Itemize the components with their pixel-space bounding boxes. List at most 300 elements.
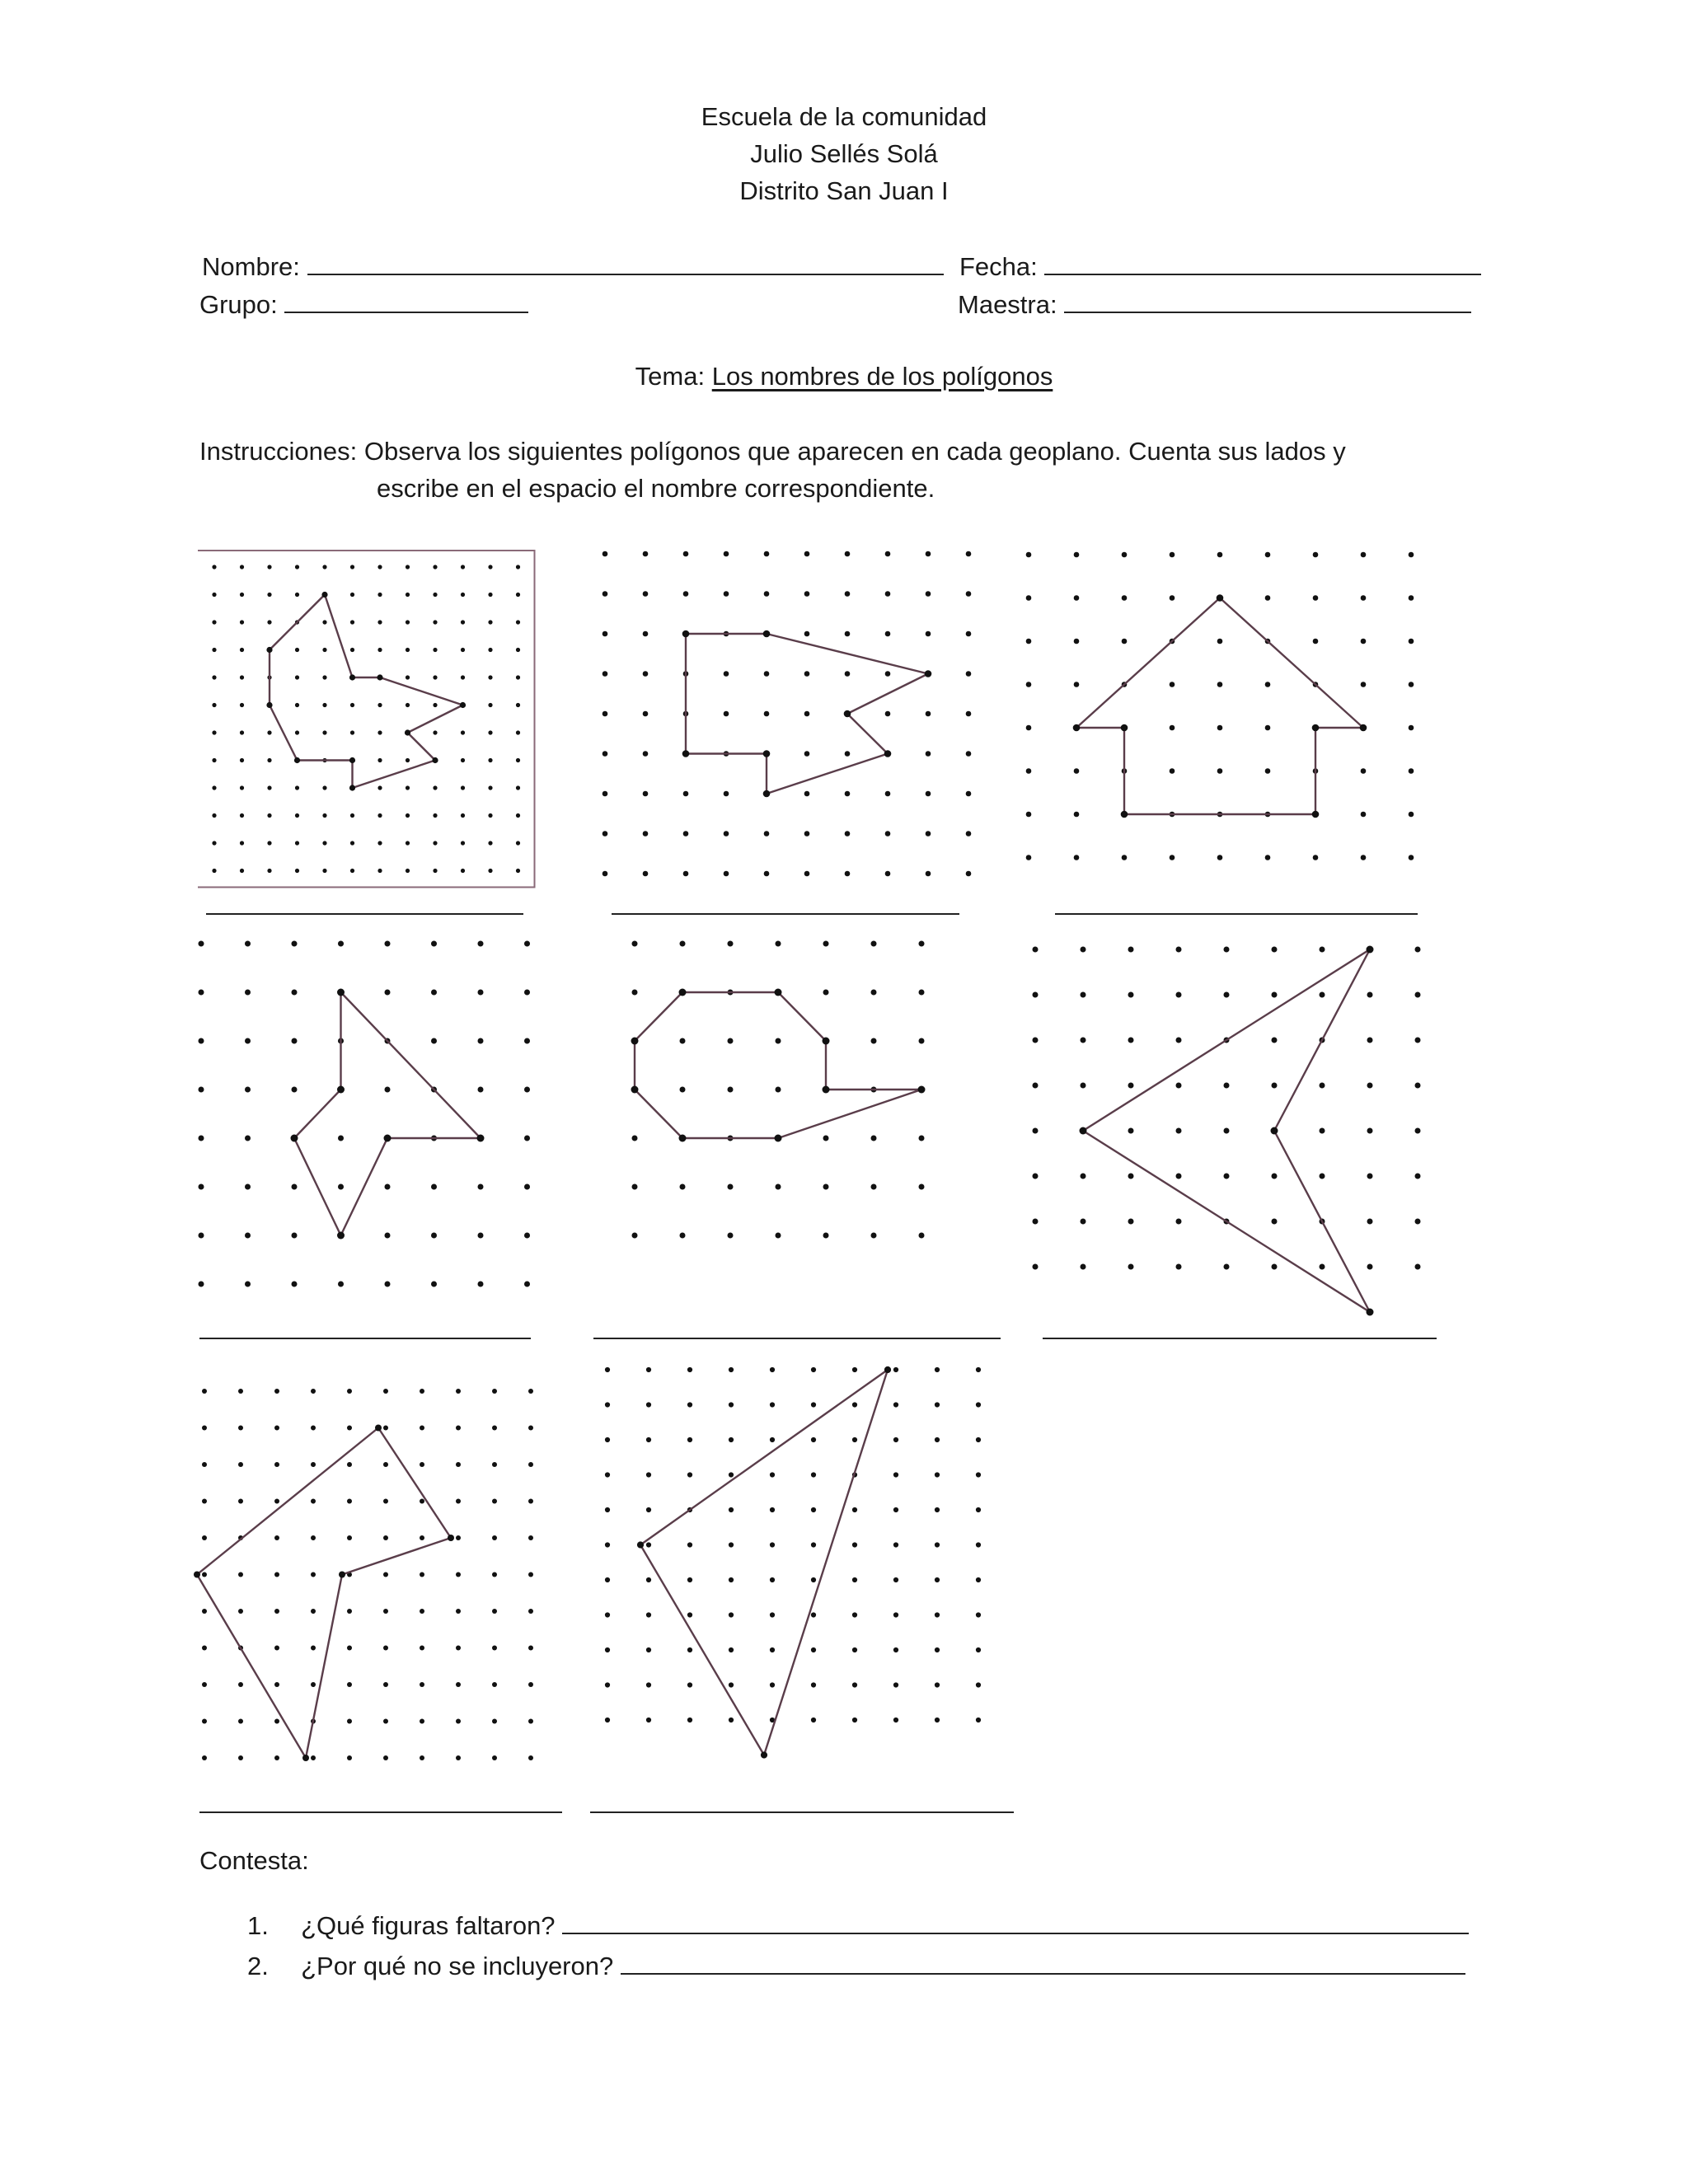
geoboard-peg <box>1320 992 1325 998</box>
geoboard-peg <box>383 1535 388 1540</box>
polygon-vertex <box>294 757 300 763</box>
geoboard-peg <box>770 1612 775 1617</box>
geoboard-peg <box>605 1367 610 1372</box>
geoboard-peg <box>1415 1083 1421 1089</box>
geoboard-peg <box>1367 1038 1373 1043</box>
polygon-vertex <box>884 1366 891 1373</box>
geoboard-peg <box>516 869 520 873</box>
geoboard-peg <box>643 631 649 637</box>
geoboard-peg <box>322 813 326 818</box>
geoboard-peg <box>431 1038 437 1044</box>
geoboard-peg <box>729 1682 734 1687</box>
geoboard-peg <box>478 1282 484 1287</box>
geoboard-peg <box>1033 947 1039 953</box>
geoboard-peg <box>1176 1038 1182 1043</box>
geoboard-peg <box>338 1184 344 1190</box>
geoboard-peg <box>605 1718 610 1722</box>
geoboard-peg <box>926 871 931 877</box>
geoboard-peg <box>728 1184 734 1190</box>
geoboard-peg <box>385 941 391 947</box>
answer-line-4[interactable] <box>199 1338 531 1339</box>
geoboard-peg <box>1224 1174 1230 1179</box>
geoboard-peg <box>919 1184 925 1190</box>
fecha-input-line[interactable] <box>1044 249 1481 275</box>
geoboard-peg <box>893 1682 898 1687</box>
geoboard-peg <box>871 1038 877 1044</box>
nombre-field <box>202 249 944 284</box>
geoboard-peg <box>966 551 972 557</box>
question-1-answer-line[interactable] <box>562 1908 1469 1934</box>
geoboard-peg <box>420 1426 424 1431</box>
geoboard-peg <box>295 593 299 597</box>
geoboard-peg <box>212 565 216 569</box>
geoboard-peg <box>383 1682 388 1687</box>
geoboard-peg <box>1026 595 1032 601</box>
geoboard-peg <box>1217 855 1223 860</box>
geoboard-peg <box>646 1718 651 1722</box>
geoboard-peg <box>1170 682 1175 687</box>
geoboard-peg <box>516 758 520 762</box>
geoboard-peg <box>420 1535 424 1540</box>
polygon-vertex <box>884 750 892 757</box>
geoboard-peg <box>852 1577 857 1582</box>
geoboard-peg <box>238 1499 243 1504</box>
geoboard-peg <box>420 1499 424 1504</box>
geoboard-peg <box>871 990 877 996</box>
answer-line-2[interactable] <box>612 913 959 915</box>
geoboard-peg <box>1033 1038 1039 1043</box>
geoboard-peg <box>1320 1083 1325 1089</box>
geoboard-peg <box>488 758 492 762</box>
geoboard-peg <box>724 791 729 797</box>
geoboard-peg <box>811 1542 816 1547</box>
geoboard-peg <box>431 1282 437 1287</box>
geoboard-peg <box>729 1577 734 1582</box>
geoboard-peg <box>240 648 244 652</box>
geoboard-peg <box>274 1499 279 1504</box>
geoboard-peg <box>516 593 520 597</box>
geoboard-peg <box>274 1426 279 1431</box>
geoboard-peg <box>893 1718 898 1722</box>
geoboard-peg <box>603 671 608 677</box>
geoboard-peg <box>935 1367 940 1372</box>
geoboard-peg <box>1026 855 1032 860</box>
geoboard-peg <box>1409 682 1414 687</box>
geoboard-peg <box>478 1038 484 1044</box>
geoboard-peg <box>603 711 608 717</box>
geoboard-peg <box>1320 1174 1325 1179</box>
polygon-vertex <box>631 1038 639 1045</box>
geoboard-peg <box>605 1402 610 1407</box>
geoboard-peg <box>680 941 686 947</box>
polygon-vertex <box>194 1572 200 1578</box>
geoboard-peg <box>643 791 649 797</box>
polygon-vertex <box>679 989 687 996</box>
geoboard-peg <box>770 1402 775 1407</box>
geoboard-peg <box>528 1609 533 1614</box>
geoboard-peg <box>885 631 891 637</box>
answer-line-6[interactable] <box>1043 1338 1437 1339</box>
geoboard-peg <box>199 1184 204 1190</box>
geoboard-peg <box>885 591 891 597</box>
geoboard-peg <box>267 841 271 845</box>
geoboard-peg <box>603 751 608 757</box>
geoboard-peg <box>245 1233 251 1239</box>
geoboard-peg <box>885 711 891 717</box>
geoboard-peg <box>724 711 729 717</box>
geoboard-peg <box>322 675 326 679</box>
nombre-input-line[interactable] <box>307 249 944 275</box>
geoboard-peg <box>377 593 382 597</box>
geoboard-peg <box>311 1609 316 1614</box>
geoboard-peg <box>1320 1128 1325 1134</box>
geoboard-peg <box>1074 552 1080 558</box>
geoboard-peg <box>1415 1264 1421 1270</box>
geoboard-peg <box>1033 992 1039 998</box>
geoboard-peg <box>776 1184 781 1190</box>
geoboard-peg <box>1081 1038 1086 1043</box>
geoboard-peg <box>238 1389 243 1394</box>
geoboard-peg <box>646 1437 651 1442</box>
geoboard-peg <box>377 785 382 790</box>
geoboard-peg <box>919 1233 925 1239</box>
geoboard-peg <box>1074 682 1080 687</box>
geoboard-peg <box>212 785 216 790</box>
geoboard-peg <box>966 711 972 717</box>
geoboard-peg <box>347 1499 352 1504</box>
geoboard-peg <box>295 675 299 679</box>
geoboard-peg <box>267 565 271 569</box>
geoboard-peg <box>871 1233 877 1239</box>
geoboard-peg <box>1224 1128 1230 1134</box>
geoboard-peg <box>292 990 298 996</box>
geoboard-peg <box>1409 639 1414 644</box>
geoboard-peg <box>893 1402 898 1407</box>
geoboard-peg <box>240 758 244 762</box>
geoboard-peg <box>893 1577 898 1582</box>
geoboard-peg <box>1128 1083 1134 1089</box>
geoboard-peg <box>406 593 410 597</box>
geoboard-peg <box>1176 947 1182 953</box>
geoboard-peg <box>1074 639 1080 644</box>
geoboard-peg <box>770 1437 775 1442</box>
geoboard-peg <box>377 758 382 762</box>
question-2-answer-line[interactable] <box>621 1948 1465 1975</box>
geoboard-peg <box>643 551 649 557</box>
geoboard-peg <box>350 565 354 569</box>
geoboard-peg <box>338 1282 344 1287</box>
geoboard-peg <box>852 1718 857 1722</box>
polygon-vertex <box>1271 1127 1278 1135</box>
geoboard-peg <box>524 1038 530 1044</box>
geoboard-peg <box>433 593 437 597</box>
geoboard-peg <box>488 620 492 624</box>
polygon-vertex <box>925 670 932 677</box>
geoboard-peg <box>347 1682 352 1687</box>
geoboard-peg <box>212 758 216 762</box>
geoboard-peg <box>1224 1264 1230 1270</box>
geoboard-peg <box>966 591 972 597</box>
geoboard-peg <box>680 1087 686 1093</box>
geoboard-peg <box>770 1472 775 1477</box>
polygon-vertex <box>1217 594 1224 602</box>
geoboard-peg <box>976 1437 981 1442</box>
geoboard-peg <box>311 1755 316 1760</box>
school-honoree: Julio Sellés Solá <box>750 139 938 168</box>
geoboard-peg <box>524 1184 530 1190</box>
geoboard-peg <box>852 1507 857 1512</box>
geoboard-peg <box>456 1682 461 1687</box>
geoboard-peg <box>212 703 216 707</box>
geoboard-peg <box>350 869 354 873</box>
geoboard-peg <box>1265 595 1271 601</box>
geoboard-peg <box>322 565 326 569</box>
geoboard-peg <box>347 1426 352 1431</box>
geoboard-6 <box>1030 940 1434 1294</box>
geoboard-peg <box>893 1367 898 1372</box>
geoboard-peg <box>632 941 638 947</box>
geoboard-peg <box>1409 595 1414 601</box>
polygon-vertex <box>682 750 690 757</box>
geoboard-peg <box>845 551 851 557</box>
geoboard-peg <box>804 791 810 797</box>
maestra-input-line[interactable] <box>1064 287 1471 313</box>
geoboard-peg <box>823 941 829 947</box>
geoboard-peg <box>687 1402 692 1407</box>
geoboard-peg <box>1074 812 1080 818</box>
geoboard-peg <box>383 1646 388 1651</box>
geoboard-peg <box>311 1682 316 1687</box>
geoboard-peg <box>728 1038 734 1044</box>
geoboard-peg <box>420 1572 424 1577</box>
geoboard-peg <box>240 593 244 597</box>
geoboard-peg <box>292 1233 298 1239</box>
polygon-vertex <box>377 674 382 680</box>
geoboard-peg <box>687 1718 692 1722</box>
geoboard-peg <box>1081 1083 1086 1089</box>
polygon-vertex <box>679 1135 687 1142</box>
answer-line-3[interactable] <box>1055 913 1418 915</box>
geoboard-peg <box>605 1507 610 1512</box>
geoboard-peg <box>274 1646 279 1651</box>
polygon-vertex <box>682 630 690 638</box>
geoboard-peg <box>1128 1038 1134 1043</box>
geoboard-peg <box>347 1535 352 1540</box>
geoboard-peg <box>202 1682 207 1687</box>
geoboard-peg <box>776 941 781 947</box>
geoboard-peg <box>406 841 410 845</box>
geoboard-peg <box>1224 992 1230 998</box>
geoboard-peg <box>776 1233 781 1239</box>
geoboard-peg <box>919 1038 925 1044</box>
geoboard-peg <box>420 1682 424 1687</box>
geoboard-peg <box>687 1612 692 1617</box>
geoboard-peg <box>524 1282 530 1287</box>
nombre-label: Nombre: <box>202 252 300 281</box>
geoboard-peg <box>1176 1264 1182 1270</box>
geoboard-peg <box>350 648 354 652</box>
geoboard-peg <box>420 1609 424 1614</box>
geoboard-peg <box>516 648 520 652</box>
geoboard-peg <box>377 703 382 707</box>
geoboard-peg <box>240 565 244 569</box>
geoboard-peg <box>1361 639 1367 644</box>
geoboard-peg <box>845 751 851 757</box>
geoboard-peg <box>461 869 465 873</box>
geoboard-peg <box>1224 947 1230 953</box>
geoboard-peg <box>1367 992 1373 998</box>
geoboard-peg <box>804 711 810 717</box>
geoboard-peg <box>1361 812 1367 818</box>
geoboard-peg <box>976 1507 981 1512</box>
geoboard-peg <box>729 1402 734 1407</box>
geoboard-peg <box>528 1572 533 1577</box>
geoboard-peg <box>267 593 271 597</box>
fecha-label: Fecha: <box>959 252 1038 281</box>
geoboard-peg <box>274 1462 279 1467</box>
polygon-shape <box>635 992 921 1138</box>
geoboard-peg <box>524 1087 530 1093</box>
geoboard-peg <box>643 591 649 597</box>
geoboard-peg <box>603 831 608 837</box>
polygon-vertex <box>763 630 771 638</box>
geoboard-peg <box>1217 768 1223 774</box>
geoboard-peg <box>292 941 298 947</box>
geoboard-peg <box>1313 595 1319 601</box>
geoboard-peg <box>245 990 251 996</box>
geoboard-peg <box>893 1437 898 1442</box>
geoboard-peg <box>935 1718 940 1722</box>
geoboard-peg <box>1272 1083 1278 1089</box>
geoboard-peg <box>646 1577 651 1582</box>
geoboard-peg <box>1217 725 1223 731</box>
geoboard-peg <box>605 1577 610 1582</box>
geoboard-peg <box>516 813 520 818</box>
geoboard-peg <box>295 869 299 873</box>
answer-line-5[interactable] <box>593 1338 1001 1339</box>
geoboard-peg <box>935 1612 940 1617</box>
geoboard-peg <box>1176 1174 1182 1179</box>
geoboard-peg <box>292 1282 298 1287</box>
answer-line-8[interactable] <box>590 1811 1014 1813</box>
geoboard-peg <box>478 990 484 996</box>
geoboard-peg <box>1033 1219 1039 1225</box>
geoboard-peg <box>347 1462 352 1467</box>
fecha-field <box>959 249 1481 284</box>
geoboard-peg <box>350 620 354 624</box>
answer-line-1[interactable] <box>206 913 523 915</box>
geoboard-peg <box>646 1612 651 1617</box>
geoboard-peg <box>267 869 271 873</box>
geoboard-peg <box>385 1087 391 1093</box>
geoboard-peg <box>406 785 410 790</box>
geoboard-peg <box>199 1136 204 1141</box>
geoboard-peg <box>238 1719 243 1724</box>
geoboard-peg <box>605 1472 610 1477</box>
geoboard-peg <box>199 1282 204 1287</box>
polygon-vertex <box>448 1535 454 1541</box>
geoboard-peg <box>605 1542 610 1547</box>
geoboard-peg <box>680 1038 686 1044</box>
geoboard-peg <box>338 941 344 947</box>
geoboard-peg <box>238 1426 243 1431</box>
geoboard-peg <box>433 565 437 569</box>
geoboard-peg <box>885 791 891 797</box>
geoboard-peg <box>383 1719 388 1724</box>
geoboard-peg <box>461 758 465 762</box>
geoboard-peg <box>488 565 492 569</box>
geoboard-peg <box>240 620 244 624</box>
geoboard-peg <box>433 730 437 734</box>
geoboard-peg <box>935 1437 940 1442</box>
geoboard-peg <box>1176 1219 1182 1225</box>
geoboard-peg <box>202 1499 207 1504</box>
grupo-input-line[interactable] <box>284 287 528 313</box>
geoboard-peg <box>845 631 851 637</box>
geoboard-peg <box>1367 1219 1373 1225</box>
geoboard-peg <box>516 730 520 734</box>
geoboard-peg <box>406 648 410 652</box>
geoboard-peg <box>605 1682 610 1687</box>
geoboard-peg <box>322 785 326 790</box>
geoboard-peg <box>492 1572 497 1577</box>
geoboard-peg <box>1128 1264 1134 1270</box>
geoboard-peg <box>492 1755 497 1760</box>
geoboard-peg <box>687 1647 692 1652</box>
geoboard-peg <box>488 869 492 873</box>
answer-line-7[interactable] <box>199 1811 562 1813</box>
geoboard-peg <box>488 675 492 679</box>
geoboard-peg <box>811 1472 816 1477</box>
geoboard-peg <box>202 1646 207 1651</box>
geoboard-peg <box>646 1402 651 1407</box>
geoboard-peg <box>338 1136 344 1141</box>
geoboard-peg <box>1081 1219 1086 1225</box>
geoboard-peg <box>811 1367 816 1372</box>
geoboard-2 <box>595 544 982 890</box>
geoboard-peg <box>885 551 891 557</box>
polygon-vertex <box>761 1751 767 1758</box>
geoboard-peg <box>729 1507 734 1512</box>
geoboard-peg <box>823 1233 829 1239</box>
geoboard-peg <box>919 941 925 947</box>
geoboard-peg <box>456 1499 461 1504</box>
geoboard-peg <box>385 990 391 996</box>
question-2 <box>247 1948 1465 1983</box>
geoboard-peg <box>852 1367 857 1372</box>
geoboard-peg <box>1122 855 1128 860</box>
geoboard-peg <box>420 1646 424 1651</box>
geoboard-peg <box>245 941 251 947</box>
geoboard-peg <box>935 1472 940 1477</box>
geoboard-peg <box>212 869 216 873</box>
geoboard-peg <box>377 730 382 734</box>
question-text: ¿Por qué no se incluyeron? <box>301 1952 614 1980</box>
geoboard-peg <box>804 831 810 837</box>
geoboard-peg <box>1272 1219 1278 1225</box>
school-district: Distrito San Juan I <box>739 176 949 205</box>
geoboard-peg <box>1128 1174 1134 1179</box>
topic <box>0 360 1688 393</box>
polygon-vertex <box>266 702 272 708</box>
geoboard-peg <box>488 785 492 790</box>
geoboard-peg <box>238 1682 243 1687</box>
geoboard-peg <box>461 565 465 569</box>
geoboard-peg <box>461 785 465 790</box>
geoboard-peg <box>385 1282 391 1287</box>
polygon-vertex <box>1312 811 1320 818</box>
polygon-vertex <box>1312 724 1320 732</box>
